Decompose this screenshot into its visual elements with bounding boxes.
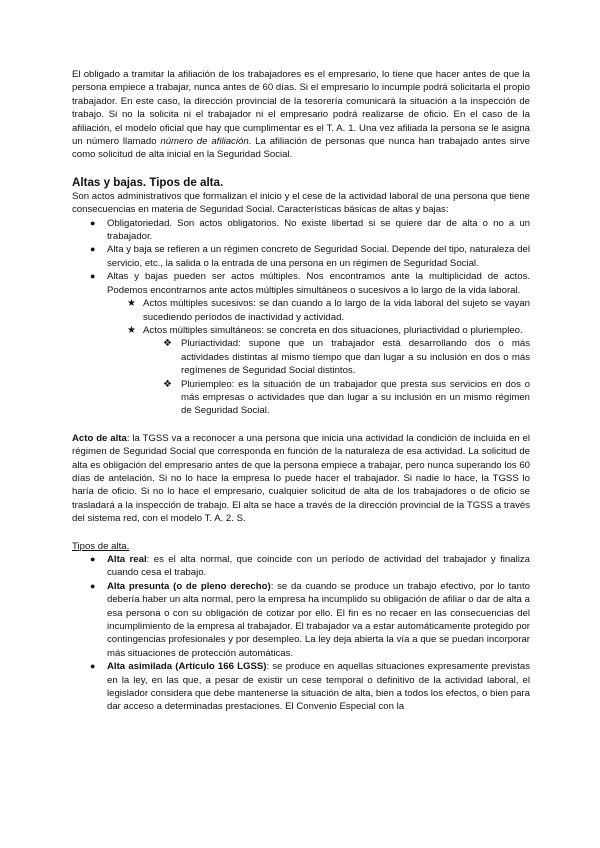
sub-sub-list-item (143, 378, 530, 418)
list-item-text: Altas y bajas pueden ser actos múltiples. Nos encontramos ante la multiplicidad de actos. Podemos encontrarnos ante actos múltiples simultáneos o sucesivos a lo largo de la vida laboral. (107, 271, 530, 296)
sub-list-item (107, 297, 530, 324)
diamond-icon: ❖ (163, 338, 172, 350)
list-item (72, 270, 530, 417)
altas-list (72, 217, 530, 418)
list-item-text: : se da cuando se produce un trabajo efectivo, por lo tanto debería haber un alta normal, pero la empresa ha incumplido su obligación de afiliar o dar de alta a esa persona o con su obligación de cotizar por ello. El fin es no recaer en las consecuencias del incumplimiento de la empresa al trabajador. El trabajador va a estar automáticamente protegido por contingencias profesionales y por desempleo. La ley deja abierta la vía a que se puedan incorporar más situaciones de protección automáticas. (107, 580, 530, 659)
altas-intro: Son actos administrativos que formalizan el inicio y el cese de la actividad laboral de una persona que tiene consecuencias en materia de Seguridad Social. Características básicas de altas y bajas: (72, 190, 530, 216)
intro-italic-term: número de afiliación (160, 136, 249, 148)
sub-list (107, 297, 530, 418)
tipos-alta-heading-text: Tipos de alta. (72, 540, 130, 552)
bullet-icon: ● (90, 217, 96, 228)
bullet-icon: ● (90, 580, 96, 591)
intro-text-b: . La afiliación de personas que nunca han trabajado antes sirve como solicitud de alta inicial en la Seguridad Social. (72, 136, 530, 161)
list-item (72, 660, 530, 714)
acto-alta-paragraph (72, 432, 530, 526)
list-item (72, 243, 530, 270)
list-item-text: Obligatoriedad. Son actos obligatorios. No existe libertad si se quiere dar de alta o no a un trabajador. (107, 217, 530, 243)
bullet-icon: ● (90, 661, 96, 672)
sub-sub-list (143, 337, 530, 417)
acto-alta-label: Acto de alta (72, 432, 127, 444)
list-item-label: Alta real (107, 554, 147, 565)
star-icon: ★ (127, 298, 136, 310)
tipos-alta-list (72, 553, 530, 714)
star-icon: ★ (127, 324, 136, 336)
document-page (72, 68, 530, 714)
list-item-text: : se produce en aquellas situaciones expresamente previstas en la ley, en las que, a pesar de existir un cese temporal o definitivo de la actividad laboral, el legislador considera que debe mantenerse la situación de alta, bien a todos los efectos, o bien para dar acceso a determinadas prestaciones. El Convenio Especial con la (107, 661, 531, 713)
sub-sub-list-item-text: Pluriempleo: es la situación de un trabajador que presta sus servicios en dos o más empresas o actividades que dan lugar a su inclusión en un mismo régimen de Seguridad Social. (181, 378, 530, 417)
list-item (72, 217, 530, 244)
sub-list-item-text: Actos múltiples simultáneos: se concreta en dos situaciones, pluriactividad o pluriempleo. (143, 324, 523, 336)
bullet-icon: ● (90, 271, 96, 282)
list-item-label: Alta presunta (o de pleno derecho) (107, 580, 271, 592)
list-item (72, 580, 530, 660)
bullet-icon: ● (90, 244, 96, 255)
list-item-text: : es el alta normal, que coincide con un período de actividad del trabajador y finaliza cuando cesa el trabajo. (107, 554, 530, 579)
tipos-alta-heading (72, 540, 530, 553)
list-item (72, 553, 530, 580)
intro-paragraph (72, 68, 530, 162)
diamond-icon: ❖ (163, 378, 172, 390)
sub-list-item (107, 324, 530, 418)
bullet-icon: ● (90, 554, 96, 564)
sub-sub-list-item-text: Pluriactividad: supone que un trabajador está desarrollando dos o más actividades distintas al mismo tiempo que dan lugar a su inclusión en dos o más regímenes de Seguridad Social distintos. (181, 338, 530, 377)
acto-alta-text: : la TGSS va a reconocer a una persona que inicia una actividad la condición de incluida en el régimen de Seguridad Social que corresponda en función de la naturaleza de esa actividad. La solicitud de alta es obligación del empresario antes de que la persona empiece a trabajar, pero nunca superando los 60 días de antelación. Si no lo hace la empresa lo puede hacer el trabajador. Si nadie lo hace, la TGSS lo haría de oficio. Si no lo hace el empresario, cualquier solicitud de alta de los trabajadores o de oficio se trasladará a la inspección de trabajo. El alta se hace a través de la dirección provincial de la TGSS a través del sistema red, con el modelo T. A. 2. S. (72, 432, 530, 525)
intro-text-a: El obligado a tramitar la afiliación de los trabajadores es el empresario, lo tiene que hacer antes de que la persona empiece a trabajar, nunca antes de 60 días. Si el empresario lo incumple podrá solicitarla el propio trabajador. En este caso, la dirección provincial de la tesorería comunicará la situación a la inspección de trabajo. Si no la solicita ni el trabajador ni el empresario podrá realizarse de oficio. En el caso de la afiliación, el modelo oficial que hay que cumplimentar es el T. A. 1. Una vez afiliada la persona se le asigna un número llamado (72, 69, 530, 148)
section-heading-altas: Altas y bajas. Tipos de alta. (72, 175, 224, 189)
list-item-text: Alta y baja se refieren a un régimen concreto de Seguridad Social. Depende del tipo, naturaleza del servicio, etc., la salida o la entrada de una persona en un régimen de Seguridad Social. (107, 244, 530, 269)
list-item-label: Alta asimilada (Artículo 166 LGSS) (107, 661, 267, 673)
sub-sub-list-item (143, 337, 530, 377)
sub-list-item-text: Actos múltiples sucesivos: se dan cuando a lo largo de la vida laboral del sujeto se vayan sucediendo períodos de inactividad y actividad. (143, 298, 530, 323)
